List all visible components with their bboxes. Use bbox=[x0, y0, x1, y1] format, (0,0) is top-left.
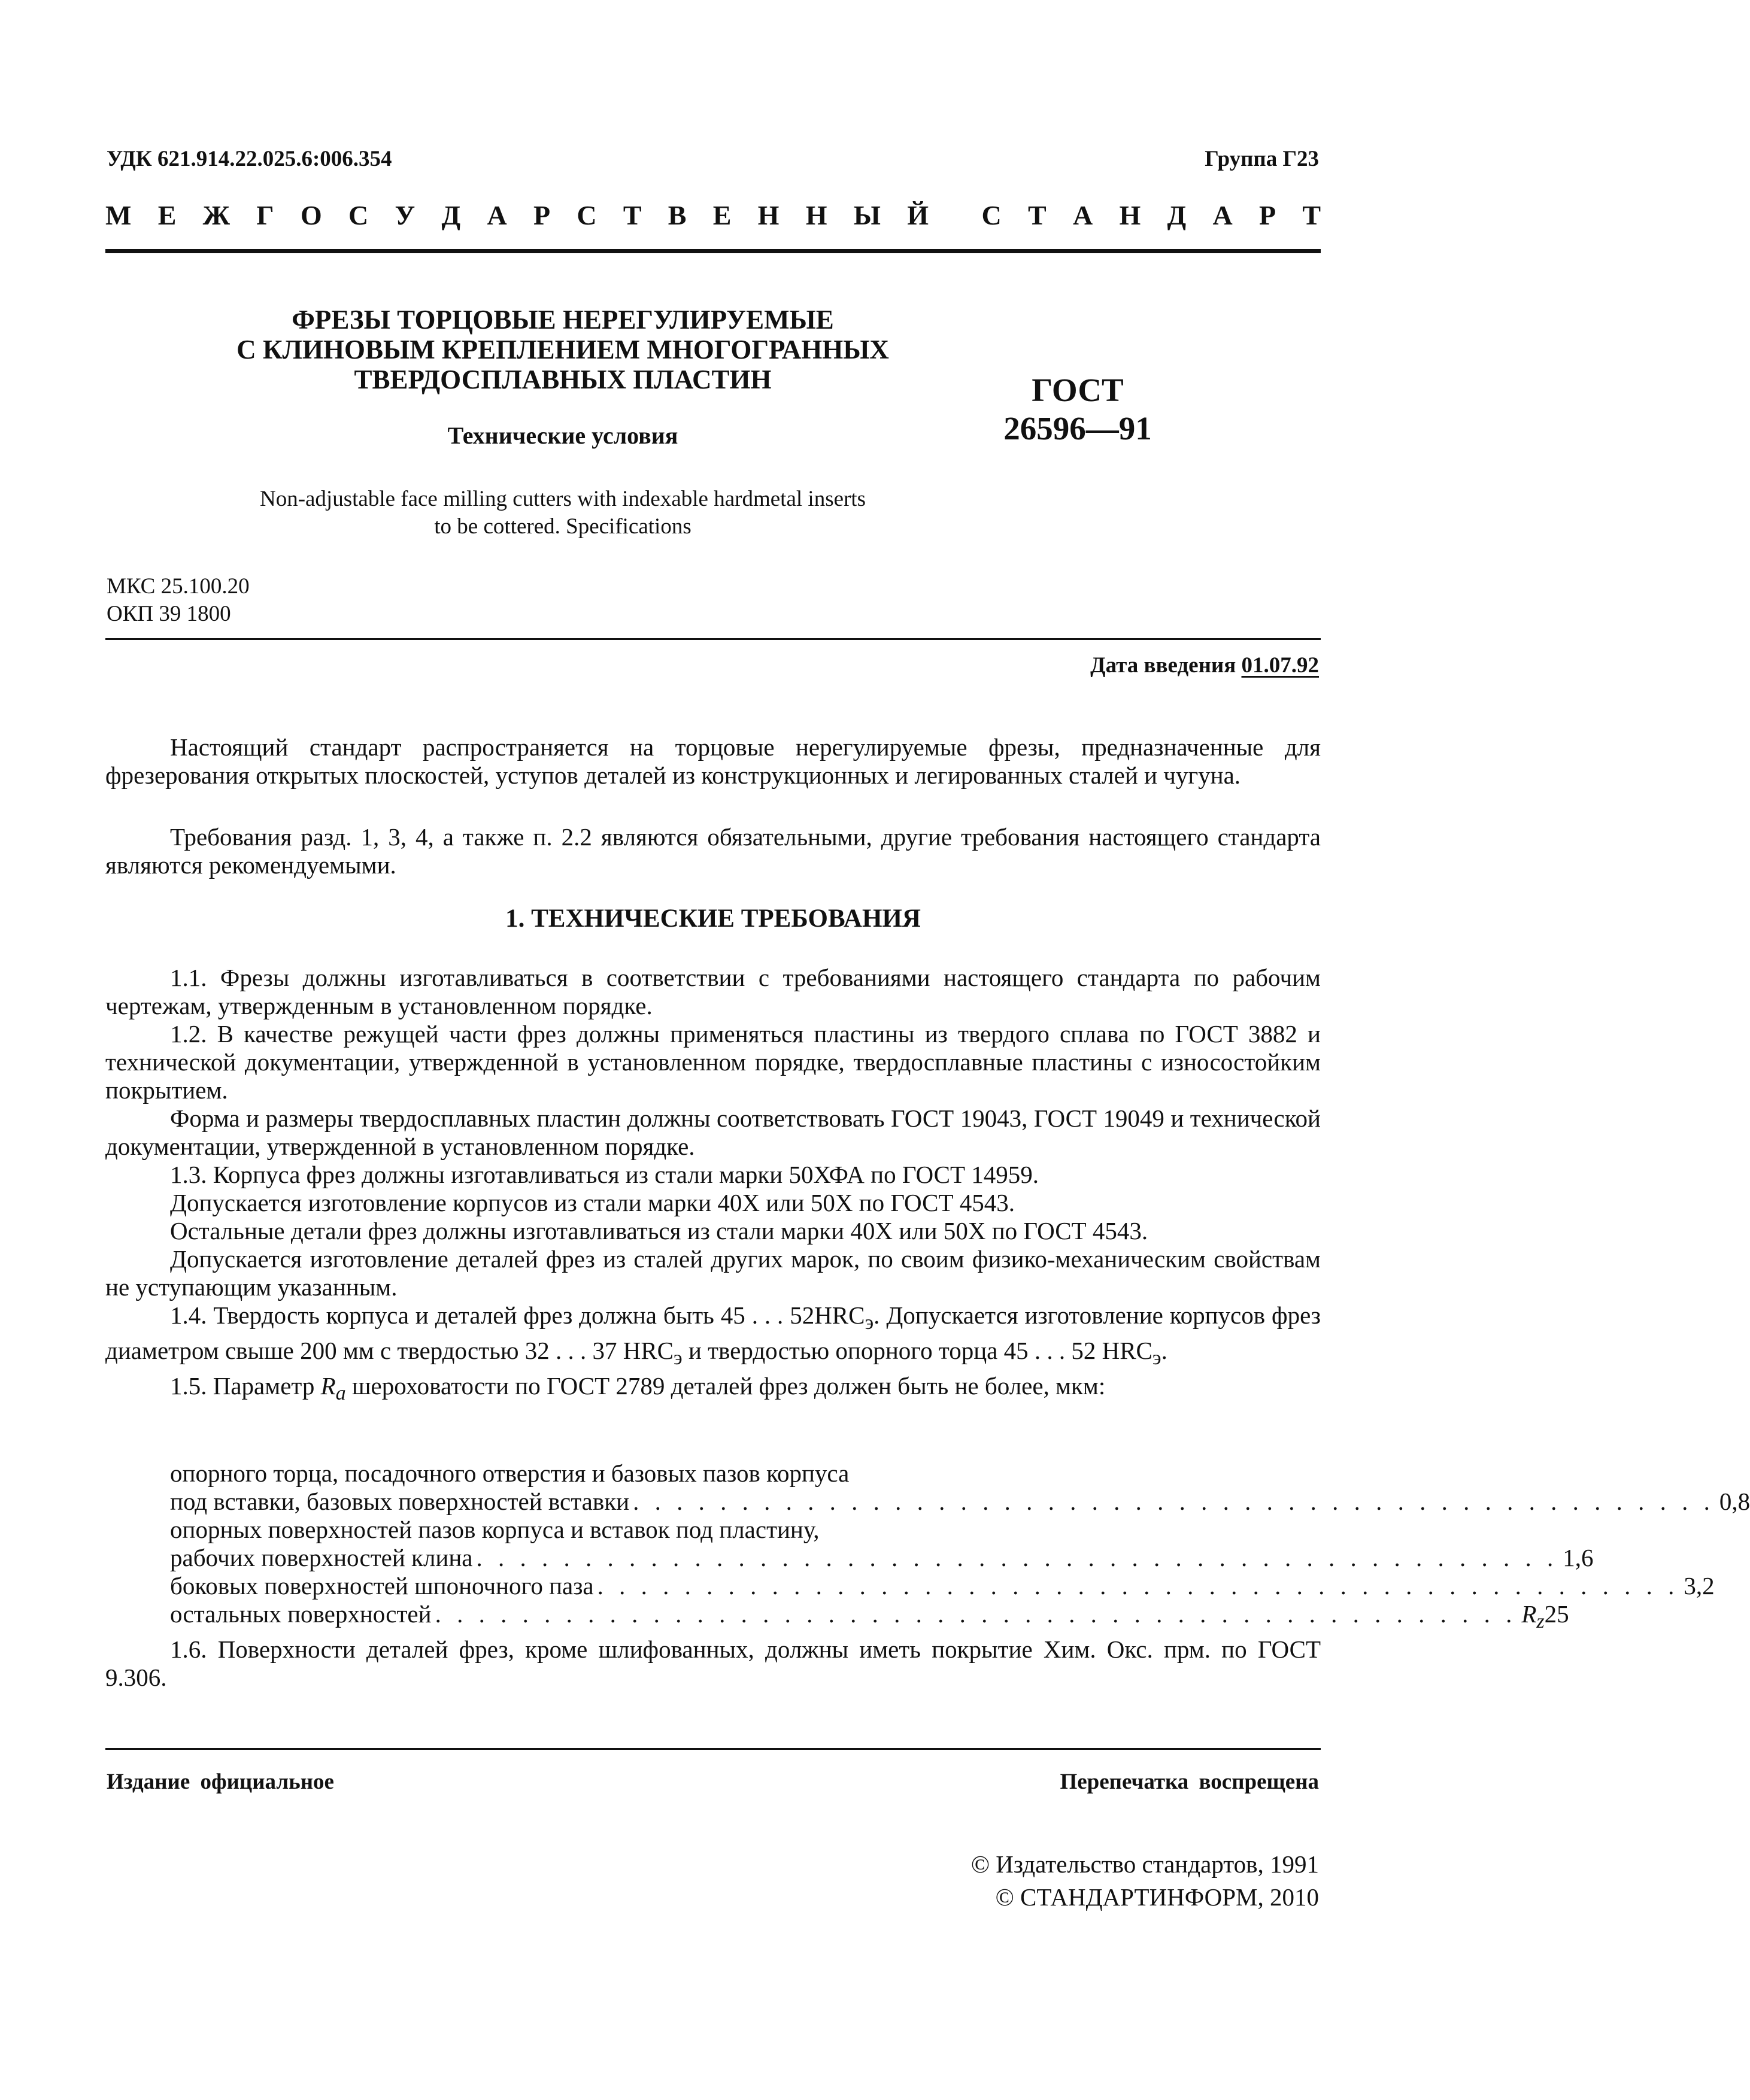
udk-code: УДК 621.914.22.025.6:006.354 bbox=[107, 147, 392, 171]
roughness-row-2 bbox=[170, 1488, 1750, 1516]
banner-letter: С bbox=[981, 200, 1002, 230]
banner-letter: Д bbox=[1167, 200, 1187, 230]
banner-letter: У bbox=[395, 200, 415, 230]
clause-1-4-text-c: и твердостью опорного торца 45 . . . 52 HRC bbox=[682, 1337, 1152, 1365]
clause-1-4 bbox=[105, 1301, 1321, 1372]
intro-paragraph-2-text: Требования разд. 1, 3, 4, а также п. 2.2 являются обязательными, другие требования настоящего стандарта являются рекомендуемыми. bbox=[105, 823, 1321, 879]
leader-dots: . . . . . . . . . . . . . . . . . . . . . . . . . . . . . . . . . . . . . . . . . . . . . . . . . . bbox=[597, 1572, 1679, 1600]
intro-paragraph-1-text: Настоящий стандарт распространяется на торцовые нерегулируемые фрезы, предназначенные для фрезерования открытых плоскостей, уступов деталей из конструкционных и легированных сталей и чугуна. bbox=[105, 733, 1321, 789]
banner-letter: Ж bbox=[202, 200, 230, 230]
banner-letter: О bbox=[300, 200, 322, 230]
group-code: Группа Г23 bbox=[1205, 147, 1319, 171]
clause-1-6 bbox=[105, 1635, 1321, 1692]
clause-1-2 bbox=[105, 1020, 1321, 1104]
reprint-prohibited-label: Перепечатка воспрещена bbox=[1060, 1770, 1319, 1794]
clause-1-4-text-a: 1.4. Твердость корпуса и деталей фрез должна быть 45 . . . 52HRC bbox=[170, 1301, 865, 1329]
leader-dots: . . . . . . . . . . . . . . . . . . . . . . . . . . . . . . . . . . . . . . . . . . . . . . . . . . bbox=[435, 1600, 1517, 1628]
okp-code: ОКП 39 1800 bbox=[107, 602, 231, 626]
roughness-row-1: опорного торца, посадочного отверстия и базовых пазов корпуса bbox=[170, 1459, 850, 1487]
hrc-subscript-2: э bbox=[674, 1347, 683, 1370]
gost-label: ГОСТ bbox=[1032, 372, 1124, 408]
hrc-subscript-3: э bbox=[1152, 1347, 1161, 1370]
banner-letter: В bbox=[668, 200, 687, 230]
copyright-line-1: © Издательство стандартов, 1991 bbox=[970, 1850, 1319, 1878]
banner-letter: Д bbox=[441, 200, 461, 230]
clause-1-6-text: 1.6. Поверхности деталей фрез, кроме шлифованных, должны иметь покрытие Хим. Окс. прм. по ГОСТ 9.306. bbox=[105, 1635, 1321, 1691]
clause-1-3d-text: Допускается изготовление деталей фрез из сталей других марок, по своим физико-механическим свойствам не уступающим указанным. bbox=[105, 1245, 1321, 1301]
roughness-row-4 bbox=[170, 1544, 1594, 1572]
clause-1-3c-text: Остальные детали фрез должны изготавливаться из стали марки 40Х или 50Х по ГОСТ 4543. bbox=[170, 1217, 1148, 1245]
english-title-line-1: Non-adjustable face milling cutters with indexable hardmetal inserts bbox=[259, 487, 866, 511]
rz-subscript: z bbox=[1536, 1610, 1545, 1633]
document-subtitle: Технические условия bbox=[447, 422, 678, 449]
banner-letter: А bbox=[1072, 200, 1093, 230]
clause-1-3b-text: Допускается изготовление корпусов из стали марки 40Х или 50Х по ГОСТ 4543. bbox=[170, 1189, 1015, 1216]
ra-symbol: R bbox=[320, 1372, 336, 1400]
leader-dots: . . . . . . . . . . . . . . . . . . . . . . . . . . . . . . . . . . . . . . . . . . . . . . . . . . bbox=[633, 1488, 1715, 1515]
roughness-row-2-label: под вставки, базовых поверхностей вставки bbox=[170, 1488, 630, 1515]
roughness-row-3: опорных поверхностей пазов корпуса и вставок под пластину, bbox=[170, 1516, 820, 1543]
banner-letter: Р bbox=[1258, 200, 1276, 230]
intro-paragraph-2 bbox=[105, 823, 1321, 879]
clause-1-2b-text: Форма и размеры твердосплавных пластин должны соответствовать ГОСТ 19043, ГОСТ 19049 и технической документации, утвержденной в установленном порядке. bbox=[105, 1104, 1321, 1160]
banner-letter: Е bbox=[712, 200, 732, 230]
banner-letter: С bbox=[577, 200, 597, 230]
document-title-line-3: ТВЕРДОСПЛАВНЫХ ПЛАСТИН bbox=[354, 365, 772, 394]
intro-paragraph-1 bbox=[105, 733, 1321, 790]
banner-letter: Т bbox=[623, 200, 642, 230]
ra-subscript: a bbox=[335, 1382, 346, 1405]
clause-1-5 bbox=[105, 1372, 1321, 1407]
footer-rule bbox=[105, 1748, 1321, 1750]
banner-letter: С bbox=[348, 200, 369, 230]
leader-dots: . . . . . . . . . . . . . . . . . . . . . . . . . . . . . . . . . . . . . . . . . . . . . . . . . . bbox=[476, 1544, 1558, 1571]
clause-1-5-text-b: шероховатости по ГОСТ 2789 деталей фрез должен быть не более, мкм: bbox=[345, 1372, 1106, 1400]
effective-date-label: Дата введения bbox=[1090, 653, 1236, 678]
clause-1-2-text: 1.2. В качестве режущей части фрез должны применяться пластины из твердого сплава по ГОСТ 3882 и технической документации, утвержденной в установленном порядке, твердосплавные пластины с износостойким покрытием. bbox=[105, 1020, 1321, 1104]
banner-letter: Й bbox=[907, 200, 929, 230]
banner-letter: М bbox=[105, 200, 132, 230]
roughness-row-5 bbox=[170, 1572, 1715, 1600]
roughness-row-5-value: 3,2 bbox=[1684, 1572, 1715, 1600]
banner-letter: Е bbox=[157, 200, 177, 230]
gost-number: 26596—91 bbox=[1003, 410, 1152, 447]
copyright-line-2: © СТАНДАРТИНФОРМ, 2010 bbox=[995, 1883, 1319, 1911]
roughness-row-6-label: остальных поверхностей bbox=[170, 1600, 432, 1628]
document-title-line-1: ФРЕЗЫ ТОРЦОВЫЕ НЕРЕГУЛИРУЕМЫЕ bbox=[292, 305, 834, 335]
roughness-row-2-value: 0,8 bbox=[1719, 1488, 1750, 1515]
hrc-subscript-1: э bbox=[865, 1312, 874, 1334]
roughness-list bbox=[170, 1459, 1750, 1635]
effective-date bbox=[1090, 653, 1319, 678]
banner-letter: Р bbox=[533, 200, 551, 230]
clause-1-1-text: 1.1. Фрезы должны изготавливаться в соответствии с требованиями настоящего стандарта по рабочим чертежам, утвержденным в установленном порядке. bbox=[105, 964, 1321, 1019]
roughness-row-4-label: рабочих поверхностей клина bbox=[170, 1544, 473, 1571]
banner-letter: Г bbox=[256, 200, 274, 230]
clause-1-4-text-b: . Допускается изготовление корпусов фрез диаметром свыше 200 мм с твердостью 32 . . . 37 HRC bbox=[105, 1301, 1321, 1365]
banner-letter: А bbox=[1212, 200, 1233, 230]
header-rule bbox=[105, 249, 1321, 253]
clause-1-2b bbox=[105, 1104, 1321, 1161]
rz-number: 25 bbox=[1544, 1600, 1569, 1628]
clause-1-3 bbox=[105, 1161, 1321, 1189]
clause-1-3b bbox=[105, 1189, 1321, 1217]
clause-1-4-text-d: . bbox=[1161, 1337, 1167, 1365]
clause-1-1 bbox=[105, 964, 1321, 1020]
clause-1-3c bbox=[105, 1217, 1321, 1245]
codes-rule bbox=[105, 638, 1321, 640]
roughness-row-6 bbox=[170, 1600, 1569, 1635]
rz-symbol: R bbox=[1521, 1600, 1537, 1628]
banner-letter: Н bbox=[805, 200, 827, 230]
banner-letter: Т bbox=[1302, 200, 1321, 230]
roughness-row-6-value bbox=[1517, 1600, 1569, 1635]
section-1-body bbox=[105, 964, 1321, 1408]
official-edition-label: Издание официальное bbox=[107, 1770, 334, 1794]
english-title-line-2: to be cottered. Specifications bbox=[434, 514, 691, 539]
interstate-standard-banner bbox=[105, 199, 1321, 231]
clause-1-3d bbox=[105, 1245, 1321, 1301]
mks-code: МКС 25.100.20 bbox=[107, 574, 250, 599]
banner-letter: Н bbox=[757, 200, 780, 230]
banner-letter: Т bbox=[1028, 200, 1047, 230]
clause-1-3-text: 1.3. Корпуса фрез должны изготавливаться из стали марки 50ХФА по ГОСТ 14959. bbox=[170, 1161, 1039, 1188]
document-title-line-2: С КЛИНОВЫМ КРЕПЛЕНИЕМ МНОГОГРАННЫХ bbox=[236, 335, 889, 365]
banner-letter: А bbox=[487, 200, 507, 230]
banner-letter: Н bbox=[1119, 200, 1141, 230]
clause-1-5-text-a: 1.5. Параметр bbox=[170, 1372, 321, 1400]
effective-date-value: 01.07.92 bbox=[1241, 653, 1319, 678]
section-1-heading: 1. ТЕХНИЧЕСКИЕ ТРЕБОВАНИЯ bbox=[505, 905, 921, 933]
roughness-row-4-value: 1,6 bbox=[1563, 1544, 1594, 1571]
roughness-row-5-label: боковых поверхностей шпоночного паза bbox=[170, 1572, 594, 1600]
banner-letter: Ы bbox=[853, 200, 881, 230]
